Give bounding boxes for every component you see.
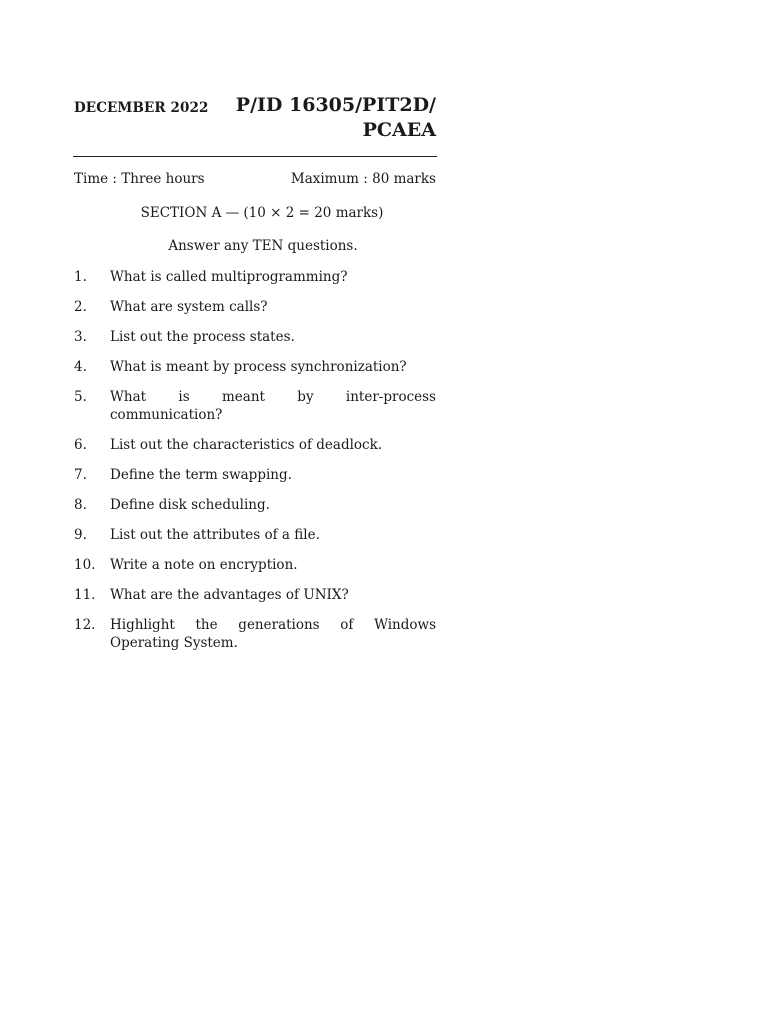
- question-item: [73, 298, 436, 316]
- header-divider: [73, 156, 437, 157]
- maximum-marks: Maximum : 80 marks: [290, 171, 436, 187]
- question-number: 1.: [74, 269, 87, 285]
- question-text: Highlight the generations of Windows Operating System.: [110, 617, 436, 651]
- question-text: What is meant by process synchronization?: [110, 359, 407, 375]
- question-text: What is meant by inter-process communication?: [110, 389, 436, 423]
- question-item: [73, 496, 436, 514]
- question-number: 4.: [74, 359, 87, 375]
- question-item: [73, 586, 436, 604]
- question-item: [73, 268, 436, 286]
- question-number: 5.: [74, 389, 87, 405]
- question-number: 6.: [74, 437, 87, 453]
- question-item: [73, 616, 436, 652]
- question-item: [73, 358, 436, 376]
- question-text: Define the term swapping.: [110, 467, 292, 483]
- section-instruction: Answer any TEN questions.: [168, 238, 358, 254]
- question-text: List out the characteristics of deadlock.: [110, 437, 383, 453]
- question-number: 8.: [74, 497, 87, 513]
- question-item: [73, 388, 436, 424]
- question-item: [73, 526, 436, 544]
- exam-month: DECEMBER 2022: [74, 100, 209, 116]
- question-number: 9.: [74, 527, 87, 543]
- question-number: 10.: [74, 557, 96, 573]
- question-text: Write a note on encryption.: [110, 557, 298, 573]
- question-item: [73, 466, 436, 484]
- question-item: [73, 436, 436, 454]
- paper-code: [216, 93, 436, 143]
- question-number: 7.: [74, 467, 87, 483]
- question-text: Define disk scheduling.: [110, 497, 270, 513]
- section-title: SECTION A — (10 × 2 = 20 marks): [140, 205, 384, 221]
- question-list: [73, 268, 436, 664]
- exam-header: [73, 93, 436, 149]
- paper-code-line-2: PCAEA: [362, 119, 436, 141]
- exam-duration: Time : Three hours: [74, 171, 205, 187]
- question-text: What are system calls?: [110, 299, 268, 315]
- question-text: List out the process states.: [110, 329, 295, 345]
- question-item: [73, 556, 436, 574]
- paper-code-line-1: P/ID 16305/PIT2D/: [235, 94, 436, 116]
- question-item: [73, 328, 436, 346]
- question-number: 2.: [74, 299, 87, 315]
- question-text: List out the attributes of a file.: [110, 527, 320, 543]
- question-number: 12.: [74, 617, 96, 633]
- question-number: 11.: [74, 587, 96, 603]
- question-text: What are the advantages of UNIX?: [110, 587, 349, 603]
- question-number: 3.: [74, 329, 87, 345]
- question-text: What is called multiprogramming?: [110, 269, 348, 285]
